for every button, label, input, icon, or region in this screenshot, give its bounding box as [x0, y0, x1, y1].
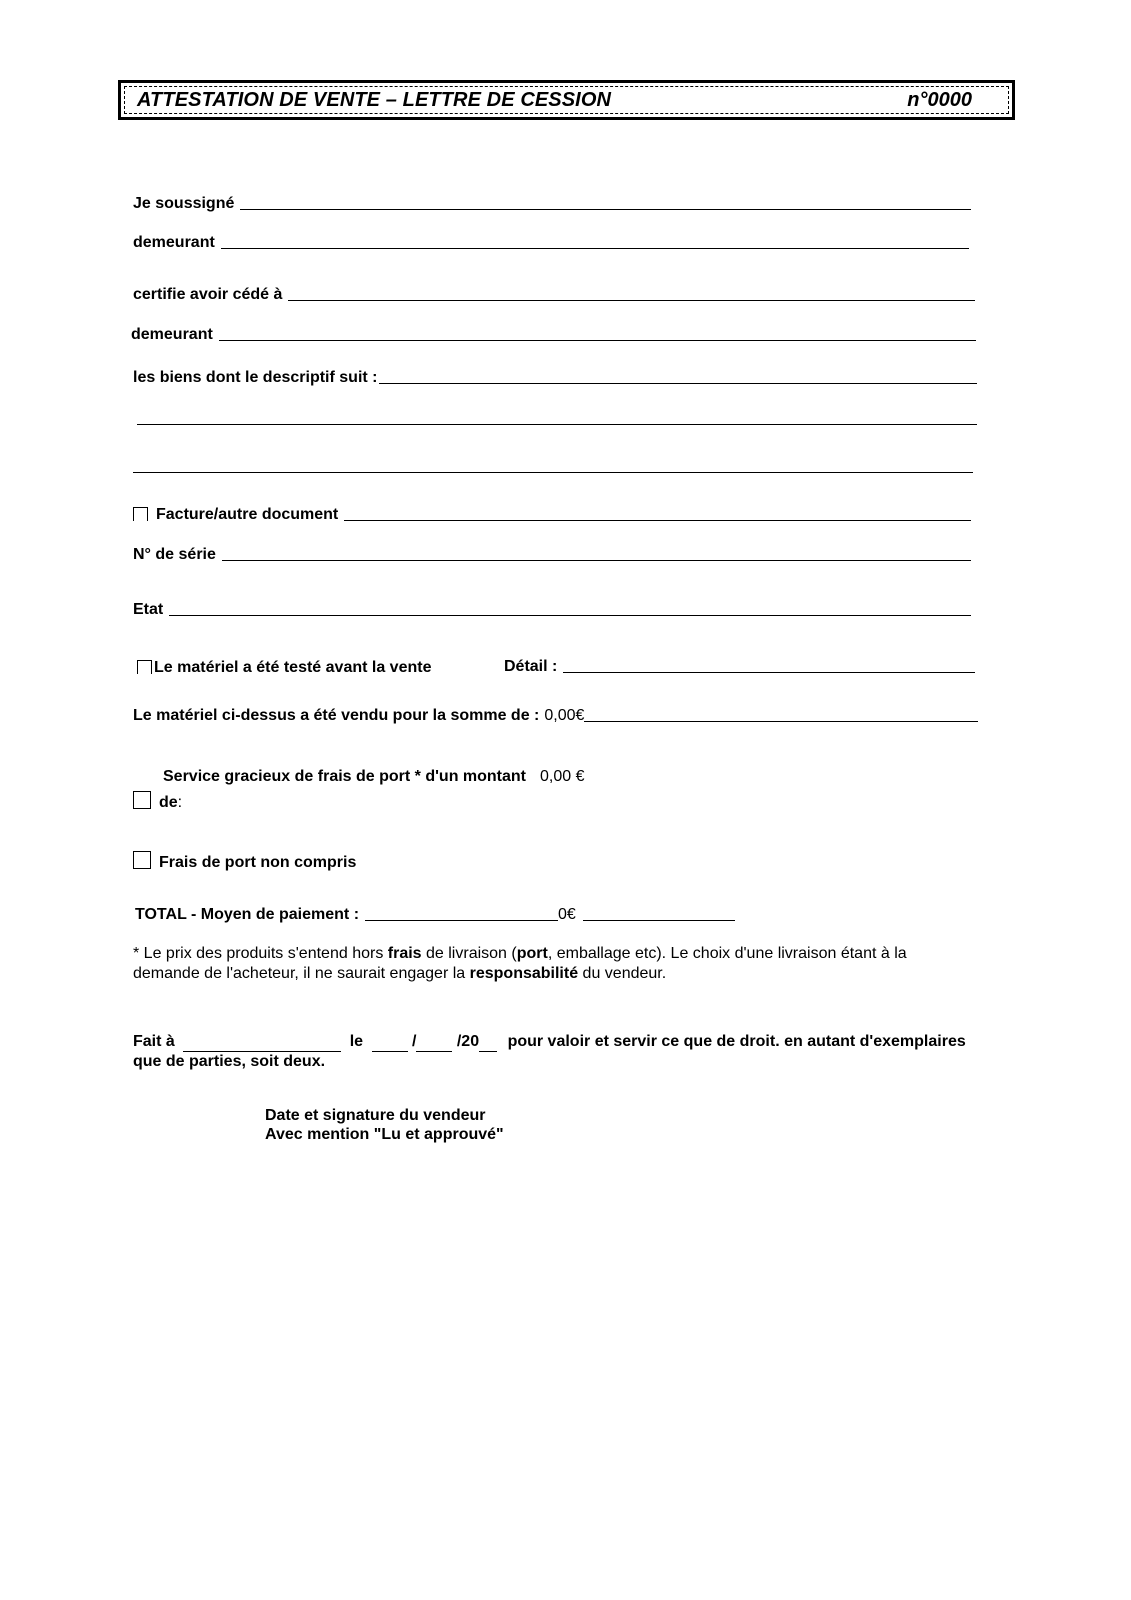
signature-block: [265, 1106, 504, 1144]
cede-row: [133, 286, 975, 304]
acheteur-field[interactable]: [288, 299, 975, 301]
service-colon: :: [177, 794, 183, 811]
frais-checkbox[interactable]: [133, 851, 151, 869]
soussigne-label: Je soussigné: [133, 195, 235, 212]
total-value: 0€: [558, 906, 576, 923]
note-paragraph: [133, 944, 973, 984]
demeurant-vendeur-row: [133, 234, 969, 252]
demeurant-acheteur-row: [131, 326, 976, 344]
service-label-de: de: [159, 794, 178, 811]
somme-row: [133, 707, 978, 725]
biens-line-2[interactable]: [137, 424, 977, 425]
biens-field[interactable]: [379, 382, 977, 384]
somme-label: Le matériel ci-dessus a été vendu pour la somme de :: [133, 707, 540, 724]
signature-line-2: Avec mention "Lu et approuvé": [265, 1126, 504, 1143]
note-text-3: , emballage etc). Le choix d'une livraison étant à la demande de l'acheteur, il ne saurait engager la: [133, 945, 907, 982]
facture-field[interactable]: [344, 519, 971, 521]
document-number: n°0000: [907, 89, 972, 111]
note-text-1: * Le prix des produits s'entend hors: [133, 945, 388, 962]
detail-field[interactable]: [563, 671, 975, 673]
etat-field[interactable]: [169, 614, 971, 616]
soussigne-row: [133, 195, 971, 213]
demeurant-vendeur-field[interactable]: [221, 247, 969, 249]
fait-slash: /: [411, 1033, 417, 1050]
fait-lieu-field[interactable]: [183, 1032, 341, 1052]
signature-line-1: Date et signature du vendeur: [265, 1107, 486, 1124]
frais-label: Frais de port non compris: [159, 854, 357, 871]
biens-line-3[interactable]: [133, 472, 973, 473]
document-title: ATTESTATION DE VENTE – LETTRE DE CESSION: [137, 89, 612, 111]
service-checkbox[interactable]: [133, 791, 151, 809]
fait-annee-prefix: /20: [456, 1033, 480, 1050]
service-label: Service gracieux de frais de port * d'un montant: [163, 768, 527, 785]
title-frame: [118, 80, 1015, 120]
fait-paragraph: [133, 1032, 993, 1071]
total-label: TOTAL - Moyen de paiement :: [135, 906, 360, 923]
serie-row: [133, 546, 971, 564]
somme-value: 0,00€: [544, 707, 585, 724]
biens-label: les biens dont le descriptif suit :: [133, 369, 378, 386]
fait-a-label: Fait à: [133, 1033, 175, 1050]
note-bold-port: port: [516, 945, 548, 962]
paiement-field[interactable]: [365, 919, 558, 921]
detail-row: [504, 658, 975, 676]
fait-jour-field[interactable]: [372, 1032, 408, 1052]
service-value: 0,00 €: [540, 768, 585, 785]
note-bold-frais: frais: [387, 945, 422, 962]
fait-rest-text: pour valoir et servir ce que de droit. en autant d'exemplaires que de parties, soit deux.: [133, 1033, 966, 1070]
demeurant-acheteur-label: demeurant: [131, 326, 213, 343]
fait-le-label: le: [349, 1033, 364, 1050]
etat-label: Etat: [133, 601, 164, 618]
serie-field[interactable]: [222, 559, 971, 561]
facture-row: [133, 505, 971, 524]
demeurant-acheteur-field[interactable]: [219, 339, 976, 341]
note-bold-responsabilite: responsabilité: [469, 965, 579, 982]
fait-mois-field[interactable]: [416, 1032, 452, 1052]
teste-row: [137, 658, 467, 677]
total-row: [135, 906, 735, 924]
total-field[interactable]: [583, 919, 735, 921]
detail-label: Détail :: [504, 658, 558, 675]
serie-label: N° de série: [133, 546, 216, 563]
biens-row: [133, 369, 977, 387]
facture-checkbox[interactable]: [133, 507, 148, 521]
demeurant-vendeur-label: demeurant: [133, 234, 215, 251]
teste-checkbox[interactable]: [137, 660, 152, 674]
teste-label: Le matériel a été testé avant la vente: [154, 659, 432, 676]
etat-row: [133, 601, 971, 619]
cede-label: certifie avoir cédé à: [133, 286, 283, 303]
soussigne-field[interactable]: [240, 208, 971, 210]
somme-field[interactable]: [584, 720, 978, 722]
fait-annee-field[interactable]: [479, 1032, 497, 1052]
service-row-line1: [163, 768, 585, 786]
facture-label: Facture/autre document: [156, 506, 339, 523]
note-text-2: de livraison (: [421, 945, 517, 962]
service-row-line2: [133, 789, 182, 812]
note-text-4: du vendeur.: [578, 965, 667, 982]
frais-row: [133, 849, 356, 872]
